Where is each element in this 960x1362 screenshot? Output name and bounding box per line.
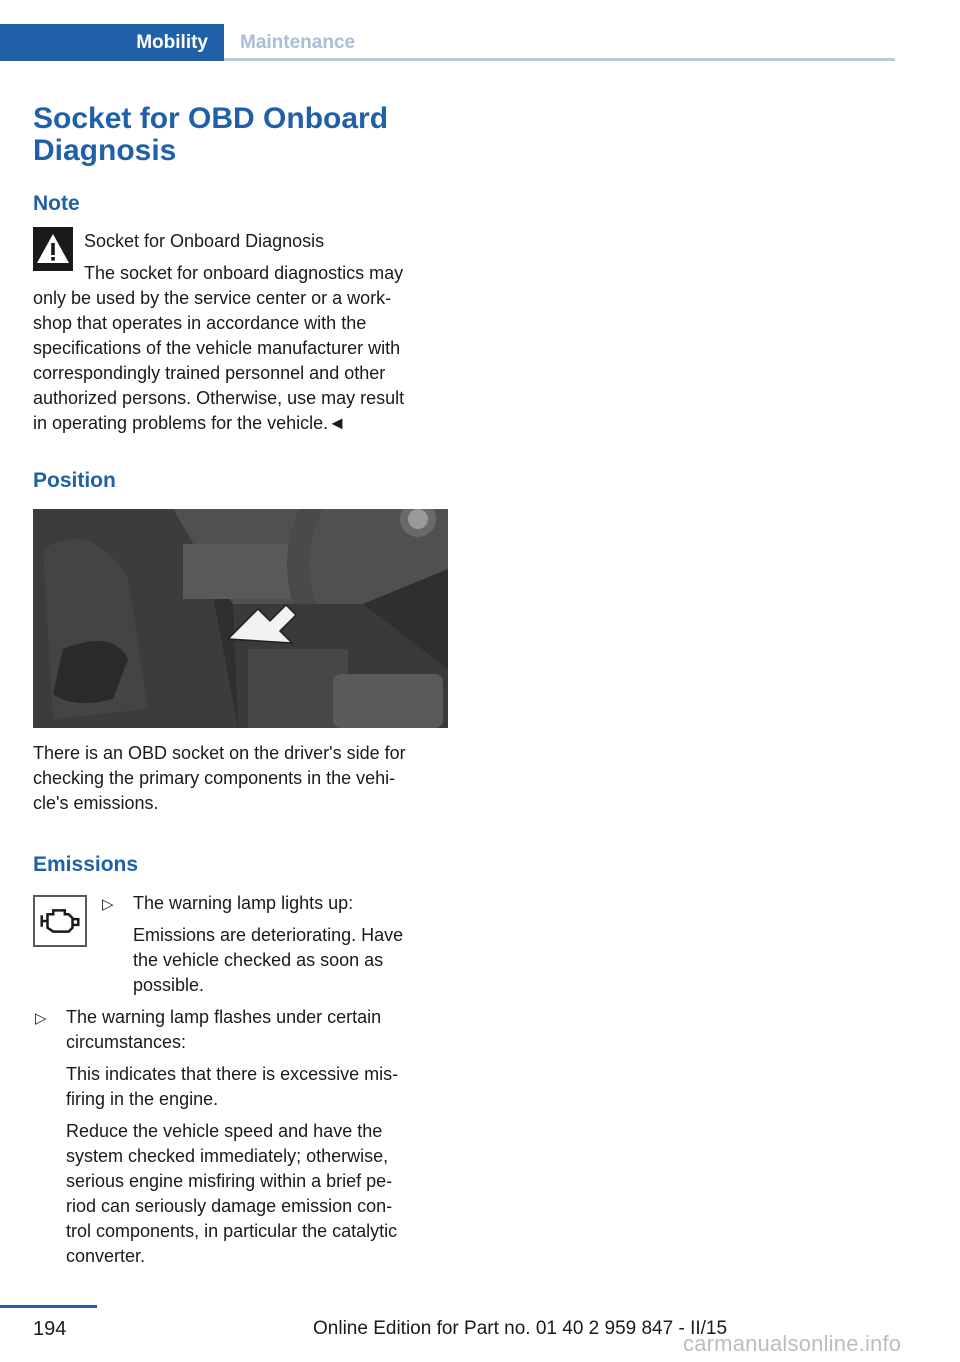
position-heading: Position [33,469,116,492]
emissions-item-1-line: possible. [133,975,205,995]
bullet-icon: ▷ [102,896,114,913]
note-text-line: correspondingly trained personnel and other [33,363,386,383]
page-title: Socket for OBD Onboard Diagnosis [33,102,389,167]
note-text-line: in operating problems for the vehicle.◄ [33,413,346,433]
emissions-item-2-line: riod can seriously damage emission con- [66,1196,393,1216]
warning-triangle-icon [33,227,73,271]
tab-maintenance[interactable]: Maintenance [240,32,356,53]
tab-mobility[interactable]: Mobility [0,24,224,61]
emissions-item-2-line: The warning lamp flashes under certain [66,1007,382,1027]
note-heading: Note [33,192,80,215]
emissions-heading: Emissions [33,853,139,876]
emissions-item-2-line: firing in the engine. [66,1089,219,1109]
emissions-item-2-line: This indicates that there is excessive mis- [66,1064,399,1084]
note-text-line: authorized persons. Otherwise, use may result [33,388,405,408]
bullet-icon: ▷ [35,1010,47,1027]
page-number: 194 [33,1318,67,1340]
engine-check-icon [33,895,87,947]
emissions-item-2-line: system checked immediately; otherwise, [66,1146,389,1166]
warning-title: Socket for Onboard Diagnosis [84,231,325,251]
note-text-line: The socket for onboard diagnostics may [84,263,404,283]
section-tab-bar [0,24,895,61]
watermark: carmanualsonline.info [683,1331,902,1356]
emissions-item-1-line: the vehicle checked as soon as [133,950,384,970]
emissions-item-1-title: The warning lamp lights up: [133,893,354,913]
emissions-item-2-line: Reduce the vehicle speed and have the [66,1121,383,1141]
edition-info: Online Edition for Part no. 01 40 2 959 847 - II/15 [313,1318,728,1339]
footer-rule [0,1305,97,1308]
emissions-item-2-line: converter. [66,1246,146,1266]
note-text-line: shop that operates in accordance with the [33,313,367,333]
emissions-item-1-line: Emissions are deteriorating. Have [133,925,404,945]
emissions-item-2-line: serious engine misfiring within a brief pe- [66,1171,393,1191]
emissions-item-2-line: circumstances: [66,1032,187,1052]
position-text-line: cle's emissions. [33,793,159,813]
obd-socket-position-photo [33,509,448,728]
position-text-line: checking the primary components in the vehi- [33,768,396,788]
emissions-item-2-line: trol components, in particular the catalytic [66,1221,398,1241]
note-text-line: specifications of the vehicle manufacturer with [33,338,401,358]
tab-underline [224,58,895,61]
position-text-line: There is an OBD socket on the driver's side for [33,743,406,763]
note-text-line: only be used by the service center or a work- [33,288,392,308]
